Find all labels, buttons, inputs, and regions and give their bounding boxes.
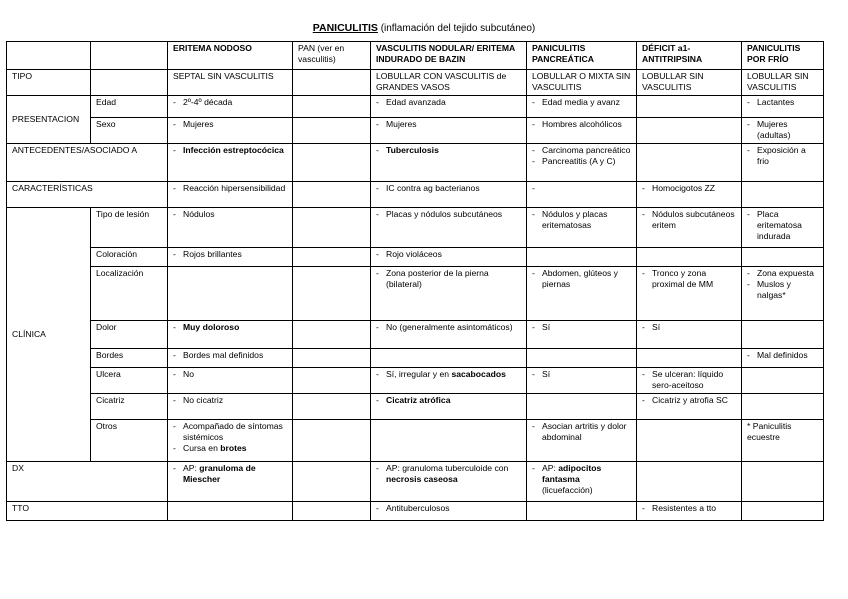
cell: LOBULLAR SIN VASCULITIS xyxy=(742,70,824,96)
title-main: PANICULITIS xyxy=(312,22,378,34)
cell: LOBULLAR SIN VASCULITIS xyxy=(637,70,742,96)
header-deficit-a1: DÉFICIT a1-ANTITRIPSINA xyxy=(637,42,742,70)
cell: LOBULLAR CON VASCULITIS de GRANDES VASOS xyxy=(371,70,527,96)
row-bordes: Bordes - Bordes mal definidos - Mal definidos xyxy=(7,349,824,368)
sublabel-tipo-lesion: Tipo de lesión xyxy=(91,208,168,248)
header-eritema-nodoso: ERITEMA NODOSO xyxy=(168,42,293,70)
row-tto: TTO - Antituberculosos - Resistentes a tto xyxy=(7,502,824,521)
row-label-presentacion: PRESENTACION xyxy=(7,96,91,144)
cell: SEPTAL SIN VASCULITIS xyxy=(168,70,293,96)
sublabel-dolor: Dolor xyxy=(91,321,168,349)
header-pan: PAN (ver en vasculitis) xyxy=(293,42,371,70)
row-label-tto: TTO xyxy=(7,502,168,521)
row-label-caracteristicas: CARACTERÍSTICAS xyxy=(7,182,168,208)
row-edad: PRESENTACION Edad - 2º-4º década - Edad avanzada - Edad media y avanz - Lactantes xyxy=(7,96,824,118)
row-otros: Otros - Acompañado de síntomas sistémicos - Cursa en brotes - Asocian artritis y dolor abdominal * Paniculitis ecuestre xyxy=(7,420,824,462)
row-dolor: Dolor - Muy doloroso - No (generalmente asintomáticos) - Sí - Sí xyxy=(7,321,824,349)
cell xyxy=(293,70,371,96)
row-label-antecedentes: ANTECEDENTES/ASOCIADO A xyxy=(7,144,168,182)
row-sexo: Sexo - Mujeres - Mujeres - Hombres alcohólicos - Mujeres (adultas) xyxy=(7,118,824,144)
row-antecedentes: ANTECEDENTES/ASOCIADO A - Infección estreptocócica - Tuberculosis - Carcinoma pancreático - Pancreatitis (A y C) - Exposición a frio xyxy=(7,144,824,182)
row-tipo-lesion: CLÍNICA Tipo de lesión - Nódulos - Placas y nódulos subcutáneos - Nódulos y placas eritematosas - Nódulos subcutáneos eritem - Placa eritematosa indurada xyxy=(7,208,824,248)
row-label-dx: DX xyxy=(7,462,168,502)
sublabel-bordes: Bordes xyxy=(91,349,168,368)
row-caracteristicas: CARACTERÍSTICAS - Reacción hipersensibilidad - IC contra ag bacterianos - - Homocigotos ZZ xyxy=(7,182,824,208)
sublabel-coloracion: Coloración xyxy=(91,248,168,267)
sublabel-ulcera: Ulcera xyxy=(91,368,168,394)
paniculitis-table xyxy=(6,41,824,521)
row-tipo xyxy=(7,70,824,96)
sublabel-otros: Otros xyxy=(91,420,168,462)
sublabel-sexo: Sexo xyxy=(91,118,168,144)
row-cicatriz: Cicatriz - No cicatriz - Cicatriz atrófica - Cicatriz y atrofia SC xyxy=(7,394,824,420)
header-row xyxy=(7,42,824,70)
row-dx: DX - AP: granuloma de Miescher - AP: granuloma tuberculoide con necrosis caseosa - AP: adipocitos fantasma (licuefacción) xyxy=(7,462,824,502)
row-ulcera: Ulcera - No - Sí, irregular y en sacabocados - Sí - Se ulceran: líquido sero-aceitoso xyxy=(7,368,824,394)
header-paniculitis-frio: PANICULITIS POR FRÍO xyxy=(742,42,824,70)
row-label-tipo: TIPO xyxy=(7,70,91,96)
header-vasculitis-nodular: VASCULITIS NODULAR/ ERITEMA INDURADO DE BAZIN xyxy=(371,42,527,70)
sublabel-cicatriz: Cicatriz xyxy=(91,394,168,420)
cell: LOBULLAR O MIXTA SIN VASCULITIS xyxy=(527,70,637,96)
row-label-clinica: CLÍNICA xyxy=(7,208,91,462)
row-coloracion: Coloración - Rojos brillantes - Rojo violáceos xyxy=(7,248,824,267)
header-paniculitis-pancreatica: PANICULITIS PANCREÁTICA xyxy=(527,42,637,70)
page-title xyxy=(0,22,848,34)
sublabel-edad: Edad xyxy=(91,96,168,118)
sublabel-localizacion: Localización xyxy=(91,267,168,321)
row-localizacion: Localización - Zona posterior de la pierna (bilateral) - Abdomen, glúteos y piernas - Tronco y zona proximal de MM - Zona expuesta - Muslos y nalgas* xyxy=(7,267,824,321)
title-sub: (inflamación del tejido subcutáneo) xyxy=(380,23,536,34)
